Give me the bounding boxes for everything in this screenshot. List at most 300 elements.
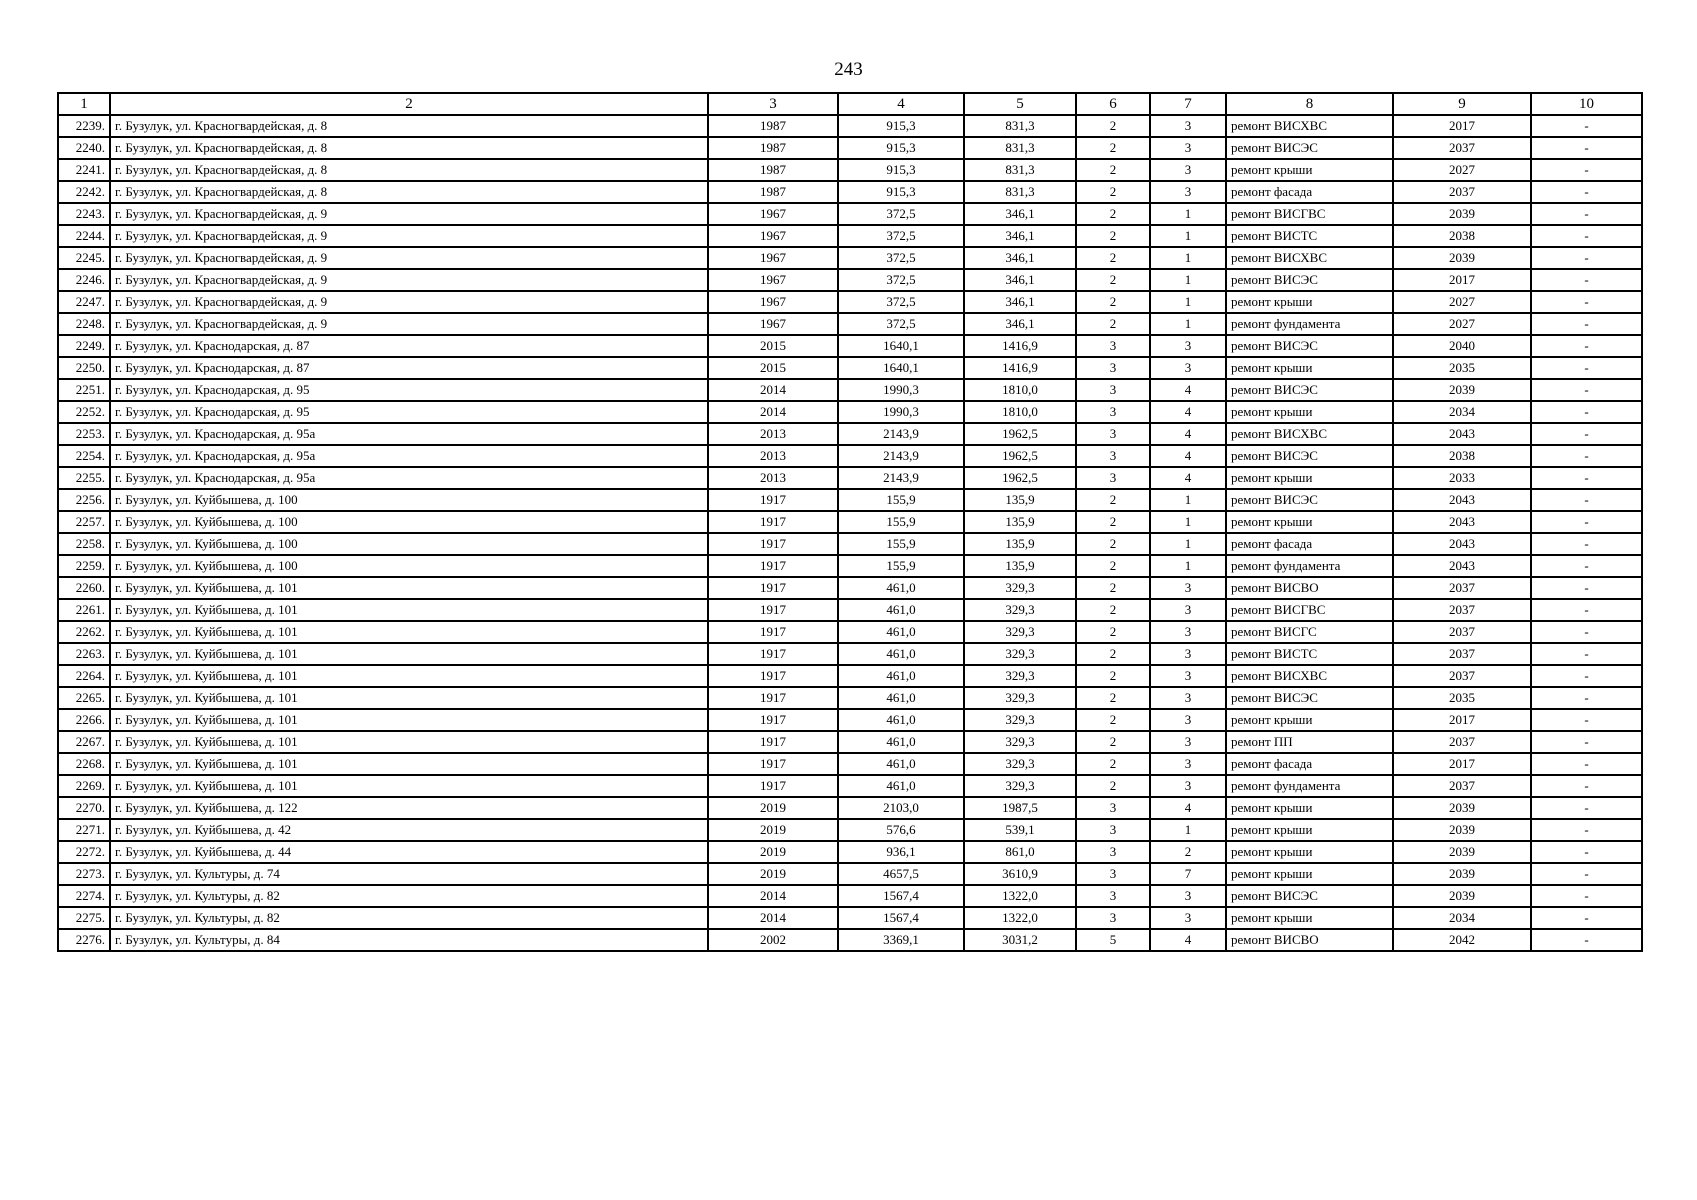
entrances-cell: 1 xyxy=(1150,247,1226,269)
entrances-cell: 1 xyxy=(1150,225,1226,247)
address-cell: г. Бузулук, ул. Краснодарская, д. 95 xyxy=(110,401,708,423)
column-header-5: 5 xyxy=(964,93,1076,115)
page-number: 243 xyxy=(834,59,863,80)
residential-area-cell: 1810,0 xyxy=(964,401,1076,423)
repair-year-cell: 2017 xyxy=(1393,115,1531,137)
note-cell: - xyxy=(1531,181,1642,203)
table-row xyxy=(58,445,1642,467)
repair-year-cell: 2039 xyxy=(1393,885,1531,907)
table-row xyxy=(58,357,1642,379)
repair-year-cell: 2038 xyxy=(1393,445,1531,467)
repair-work-type-cell: ремонт крыши xyxy=(1226,863,1393,885)
construction-year-cell: 1917 xyxy=(708,665,838,687)
repair-year-cell: 2043 xyxy=(1393,555,1531,577)
floors-cell: 2 xyxy=(1076,555,1150,577)
total-area-cell: 915,3 xyxy=(838,159,964,181)
address-cell: г. Бузулук, ул. Куйбышева, д. 100 xyxy=(110,489,708,511)
repair-work-type-cell: ремонт крыши xyxy=(1226,159,1393,181)
address-cell: г. Бузулук, ул. Куйбышева, д. 101 xyxy=(110,775,708,797)
table-row xyxy=(58,335,1642,357)
repair-work-type-cell: ремонт крыши xyxy=(1226,401,1393,423)
total-area-cell: 2143,9 xyxy=(838,467,964,489)
repair-work-type-cell: ремонт ВИСХВС xyxy=(1226,665,1393,687)
address-cell: г. Бузулук, ул. Куйбышева, д. 100 xyxy=(110,555,708,577)
table-row xyxy=(58,709,1642,731)
column-header-7: 7 xyxy=(1150,93,1226,115)
repair-year-cell: 2037 xyxy=(1393,599,1531,621)
construction-year-cell: 1967 xyxy=(708,247,838,269)
construction-year-cell: 2014 xyxy=(708,401,838,423)
residential-area-cell: 1962,5 xyxy=(964,445,1076,467)
total-area-cell: 372,5 xyxy=(838,269,964,291)
note-cell: - xyxy=(1531,863,1642,885)
total-area-cell: 461,0 xyxy=(838,577,964,599)
note-cell: - xyxy=(1531,731,1642,753)
floors-cell: 2 xyxy=(1076,577,1150,599)
row-number-cell: 2247. xyxy=(58,291,110,313)
floors-cell: 3 xyxy=(1076,445,1150,467)
floors-cell: 2 xyxy=(1076,687,1150,709)
floors-cell: 3 xyxy=(1076,841,1150,863)
address-cell: г. Бузулук, ул. Куйбышева, д. 101 xyxy=(110,753,708,775)
entrances-cell: 3 xyxy=(1150,687,1226,709)
table-row xyxy=(58,269,1642,291)
repair-work-type-cell: ремонт ВИСХВС xyxy=(1226,247,1393,269)
floors-cell: 2 xyxy=(1076,115,1150,137)
residential-area-cell: 329,3 xyxy=(964,599,1076,621)
total-area-cell: 461,0 xyxy=(838,709,964,731)
row-number-cell: 2253. xyxy=(58,423,110,445)
residential-area-cell: 346,1 xyxy=(964,291,1076,313)
repair-work-type-cell: ремонт ВИСГВС xyxy=(1226,203,1393,225)
floors-cell: 3 xyxy=(1076,863,1150,885)
table-row xyxy=(58,863,1642,885)
address-cell: г. Бузулук, ул. Куйбышева, д. 101 xyxy=(110,731,708,753)
construction-year-cell: 1917 xyxy=(708,687,838,709)
construction-year-cell: 1917 xyxy=(708,599,838,621)
entrances-cell: 1 xyxy=(1150,555,1226,577)
construction-year-cell: 2019 xyxy=(708,819,838,841)
note-cell: - xyxy=(1531,687,1642,709)
residential-area-cell: 329,3 xyxy=(964,709,1076,731)
total-area-cell: 1990,3 xyxy=(838,401,964,423)
repair-year-cell: 2037 xyxy=(1393,775,1531,797)
construction-year-cell: 1917 xyxy=(708,753,838,775)
floors-cell: 2 xyxy=(1076,269,1150,291)
residential-area-cell: 329,3 xyxy=(964,731,1076,753)
repair-work-type-cell: ремонт крыши xyxy=(1226,357,1393,379)
entrances-cell: 3 xyxy=(1150,577,1226,599)
entrances-cell: 3 xyxy=(1150,137,1226,159)
floors-cell: 3 xyxy=(1076,335,1150,357)
column-header-10: 10 xyxy=(1531,93,1642,115)
column-header-9: 9 xyxy=(1393,93,1531,115)
repair-year-cell: 2039 xyxy=(1393,841,1531,863)
table-row xyxy=(58,511,1642,533)
table-row xyxy=(58,621,1642,643)
table-row xyxy=(58,247,1642,269)
address-cell: г. Бузулук, ул. Куйбышева, д. 101 xyxy=(110,643,708,665)
floors-cell: 2 xyxy=(1076,599,1150,621)
repair-work-type-cell: ремонт ВИСХВС xyxy=(1226,115,1393,137)
repair-work-type-cell: ремонт ПП xyxy=(1226,731,1393,753)
table-row xyxy=(58,731,1642,753)
construction-year-cell: 2015 xyxy=(708,335,838,357)
address-cell: г. Бузулук, ул. Красногвардейская, д. 8 xyxy=(110,159,708,181)
repair-year-cell: 2039 xyxy=(1393,203,1531,225)
repair-work-type-cell: ремонт ВИСГВС xyxy=(1226,599,1393,621)
residential-area-cell: 1322,0 xyxy=(964,907,1076,929)
floors-cell: 2 xyxy=(1076,753,1150,775)
floors-cell: 2 xyxy=(1076,159,1150,181)
residential-area-cell: 1962,5 xyxy=(964,423,1076,445)
address-cell: г. Бузулук, ул. Куйбышева, д. 42 xyxy=(110,819,708,841)
table-row xyxy=(58,555,1642,577)
address-cell: г. Бузулук, ул. Краснодарская, д. 95а xyxy=(110,445,708,467)
row-number-cell: 2261. xyxy=(58,599,110,621)
address-cell: г. Бузулук, ул. Краснодарская, д. 95а xyxy=(110,423,708,445)
row-number-cell: 2241. xyxy=(58,159,110,181)
total-area-cell: 372,5 xyxy=(838,247,964,269)
note-cell: - xyxy=(1531,599,1642,621)
entrances-cell: 3 xyxy=(1150,665,1226,687)
note-cell: - xyxy=(1531,335,1642,357)
construction-year-cell: 2002 xyxy=(708,929,838,951)
repair-year-cell: 2043 xyxy=(1393,423,1531,445)
repair-work-type-cell: ремонт фасада xyxy=(1226,753,1393,775)
table-row xyxy=(58,753,1642,775)
row-number-cell: 2270. xyxy=(58,797,110,819)
entrances-cell: 3 xyxy=(1150,753,1226,775)
construction-year-cell: 1967 xyxy=(708,313,838,335)
floors-cell: 3 xyxy=(1076,401,1150,423)
repair-work-type-cell: ремонт крыши xyxy=(1226,797,1393,819)
table-row xyxy=(58,885,1642,907)
construction-year-cell: 1917 xyxy=(708,489,838,511)
repair-year-cell: 2037 xyxy=(1393,665,1531,687)
table-row xyxy=(58,775,1642,797)
row-number-cell: 2251. xyxy=(58,379,110,401)
residential-area-cell: 539,1 xyxy=(964,819,1076,841)
repair-year-cell: 2037 xyxy=(1393,181,1531,203)
repair-year-cell: 2039 xyxy=(1393,819,1531,841)
address-cell: г. Бузулук, ул. Культуры, д. 82 xyxy=(110,907,708,929)
construction-year-cell: 2013 xyxy=(708,467,838,489)
table-row xyxy=(58,907,1642,929)
entrances-cell: 3 xyxy=(1150,731,1226,753)
construction-year-cell: 2015 xyxy=(708,357,838,379)
residential-area-cell: 831,3 xyxy=(964,115,1076,137)
entrances-cell: 1 xyxy=(1150,291,1226,313)
total-area-cell: 372,5 xyxy=(838,313,964,335)
entrances-cell: 2 xyxy=(1150,841,1226,863)
repair-work-type-cell: ремонт фундамента xyxy=(1226,313,1393,335)
repair-year-cell: 2033 xyxy=(1393,467,1531,489)
note-cell: - xyxy=(1531,401,1642,423)
note-cell: - xyxy=(1531,929,1642,951)
residential-area-cell: 3031,2 xyxy=(964,929,1076,951)
total-area-cell: 1567,4 xyxy=(838,885,964,907)
row-number-cell: 2245. xyxy=(58,247,110,269)
note-cell: - xyxy=(1531,753,1642,775)
row-number-cell: 2259. xyxy=(58,555,110,577)
total-area-cell: 155,9 xyxy=(838,533,964,555)
row-number-cell: 2243. xyxy=(58,203,110,225)
address-cell: г. Бузулук, ул. Культуры, д. 82 xyxy=(110,885,708,907)
address-cell: г. Бузулук, ул. Красногвардейская, д. 9 xyxy=(110,313,708,335)
floors-cell: 3 xyxy=(1076,885,1150,907)
row-number-cell: 2268. xyxy=(58,753,110,775)
repair-work-type-cell: ремонт ВИСВО xyxy=(1226,577,1393,599)
address-cell: г. Бузулук, ул. Красногвардейская, д. 8 xyxy=(110,137,708,159)
entrances-cell: 4 xyxy=(1150,445,1226,467)
row-number-cell: 2265. xyxy=(58,687,110,709)
entrances-cell: 4 xyxy=(1150,797,1226,819)
residential-area-cell: 861,0 xyxy=(964,841,1076,863)
table-body xyxy=(58,115,1642,951)
column-header-4: 4 xyxy=(838,93,964,115)
repair-year-cell: 2039 xyxy=(1393,379,1531,401)
column-header-1: 1 xyxy=(58,93,110,115)
table-row xyxy=(58,379,1642,401)
construction-year-cell: 1917 xyxy=(708,577,838,599)
repair-work-type-cell: ремонт фасада xyxy=(1226,533,1393,555)
capital-repair-table xyxy=(57,92,1643,952)
table-row xyxy=(58,313,1642,335)
address-cell: г. Бузулук, ул. Красногвардейская, д. 9 xyxy=(110,269,708,291)
row-number-cell: 2272. xyxy=(58,841,110,863)
note-cell: - xyxy=(1531,379,1642,401)
address-cell: г. Бузулук, ул. Краснодарская, д. 87 xyxy=(110,357,708,379)
row-number-cell: 2249. xyxy=(58,335,110,357)
table-row xyxy=(58,137,1642,159)
row-number-cell: 2242. xyxy=(58,181,110,203)
table-row xyxy=(58,467,1642,489)
entrances-cell: 1 xyxy=(1150,203,1226,225)
total-area-cell: 461,0 xyxy=(838,599,964,621)
residential-area-cell: 329,3 xyxy=(964,577,1076,599)
note-cell: - xyxy=(1531,511,1642,533)
table-row xyxy=(58,489,1642,511)
residential-area-cell: 346,1 xyxy=(964,225,1076,247)
note-cell: - xyxy=(1531,269,1642,291)
table-row xyxy=(58,533,1642,555)
residential-area-cell: 1962,5 xyxy=(964,467,1076,489)
construction-year-cell: 1967 xyxy=(708,291,838,313)
total-area-cell: 915,3 xyxy=(838,181,964,203)
repair-work-type-cell: ремонт крыши xyxy=(1226,511,1393,533)
row-number-cell: 2275. xyxy=(58,907,110,929)
note-cell: - xyxy=(1531,819,1642,841)
entrances-cell: 4 xyxy=(1150,401,1226,423)
total-area-cell: 461,0 xyxy=(838,753,964,775)
note-cell: - xyxy=(1531,797,1642,819)
column-header-row xyxy=(58,93,1642,115)
floors-cell: 3 xyxy=(1076,357,1150,379)
table-row xyxy=(58,225,1642,247)
residential-area-cell: 1987,5 xyxy=(964,797,1076,819)
residential-area-cell: 346,1 xyxy=(964,313,1076,335)
repair-work-type-cell: ремонт ВИСЭС xyxy=(1226,489,1393,511)
construction-year-cell: 2019 xyxy=(708,841,838,863)
construction-year-cell: 1987 xyxy=(708,115,838,137)
residential-area-cell: 346,1 xyxy=(964,203,1076,225)
entrances-cell: 1 xyxy=(1150,819,1226,841)
table-row xyxy=(58,577,1642,599)
table-row xyxy=(58,291,1642,313)
repair-work-type-cell: ремонт крыши xyxy=(1226,467,1393,489)
entrances-cell: 3 xyxy=(1150,907,1226,929)
repair-year-cell: 2043 xyxy=(1393,533,1531,555)
construction-year-cell: 1987 xyxy=(708,137,838,159)
total-area-cell: 2143,9 xyxy=(838,445,964,467)
entrances-cell: 1 xyxy=(1150,511,1226,533)
address-cell: г. Бузулук, ул. Краснодарская, д. 95 xyxy=(110,379,708,401)
repair-work-type-cell: ремонт ВИСТС xyxy=(1226,225,1393,247)
construction-year-cell: 2014 xyxy=(708,907,838,929)
total-area-cell: 1990,3 xyxy=(838,379,964,401)
entrances-cell: 4 xyxy=(1150,929,1226,951)
table-row xyxy=(58,665,1642,687)
repair-work-type-cell: ремонт ВИСХВС xyxy=(1226,423,1393,445)
total-area-cell: 936,1 xyxy=(838,841,964,863)
repair-year-cell: 2034 xyxy=(1393,907,1531,929)
repair-work-type-cell: ремонт крыши xyxy=(1226,709,1393,731)
entrances-cell: 3 xyxy=(1150,643,1226,665)
floors-cell: 2 xyxy=(1076,511,1150,533)
construction-year-cell: 1987 xyxy=(708,159,838,181)
table-row xyxy=(58,599,1642,621)
residential-area-cell: 135,9 xyxy=(964,555,1076,577)
table-row xyxy=(58,181,1642,203)
floors-cell: 2 xyxy=(1076,533,1150,555)
residential-area-cell: 329,3 xyxy=(964,621,1076,643)
repair-work-type-cell: ремонт крыши xyxy=(1226,841,1393,863)
construction-year-cell: 1987 xyxy=(708,181,838,203)
floors-cell: 2 xyxy=(1076,181,1150,203)
entrances-cell: 3 xyxy=(1150,181,1226,203)
table-row xyxy=(58,797,1642,819)
repair-year-cell: 2017 xyxy=(1393,753,1531,775)
floors-cell: 2 xyxy=(1076,731,1150,753)
total-area-cell: 372,5 xyxy=(838,203,964,225)
table-row xyxy=(58,115,1642,137)
residential-area-cell: 1810,0 xyxy=(964,379,1076,401)
floors-cell: 5 xyxy=(1076,929,1150,951)
address-cell: г. Бузулук, ул. Красногвардейская, д. 9 xyxy=(110,203,708,225)
construction-year-cell: 2013 xyxy=(708,445,838,467)
floors-cell: 3 xyxy=(1076,797,1150,819)
entrances-cell: 3 xyxy=(1150,115,1226,137)
note-cell: - xyxy=(1531,841,1642,863)
note-cell: - xyxy=(1531,291,1642,313)
repair-work-type-cell: ремонт ВИСЭС xyxy=(1226,335,1393,357)
repair-work-type-cell: ремонт ВИСЭС xyxy=(1226,445,1393,467)
repair-work-type-cell: ремонт фундамента xyxy=(1226,775,1393,797)
residential-area-cell: 135,9 xyxy=(964,511,1076,533)
floors-cell: 2 xyxy=(1076,489,1150,511)
total-area-cell: 461,0 xyxy=(838,665,964,687)
note-cell: - xyxy=(1531,203,1642,225)
floors-cell: 2 xyxy=(1076,709,1150,731)
residential-area-cell: 3610,9 xyxy=(964,863,1076,885)
note-cell: - xyxy=(1531,885,1642,907)
note-cell: - xyxy=(1531,533,1642,555)
residential-area-cell: 346,1 xyxy=(964,269,1076,291)
construction-year-cell: 2014 xyxy=(708,379,838,401)
construction-year-cell: 1917 xyxy=(708,511,838,533)
address-cell: г. Бузулук, ул. Красногвардейская, д. 8 xyxy=(110,115,708,137)
repair-year-cell: 2037 xyxy=(1393,621,1531,643)
total-area-cell: 2143,9 xyxy=(838,423,964,445)
note-cell: - xyxy=(1531,621,1642,643)
construction-year-cell: 2013 xyxy=(708,423,838,445)
construction-year-cell: 1917 xyxy=(708,643,838,665)
floors-cell: 2 xyxy=(1076,775,1150,797)
floors-cell: 3 xyxy=(1076,467,1150,489)
entrances-cell: 3 xyxy=(1150,885,1226,907)
repair-year-cell: 2027 xyxy=(1393,313,1531,335)
repair-year-cell: 2043 xyxy=(1393,489,1531,511)
repair-year-cell: 2039 xyxy=(1393,247,1531,269)
repair-year-cell: 2037 xyxy=(1393,577,1531,599)
row-number-cell: 2271. xyxy=(58,819,110,841)
note-cell: - xyxy=(1531,357,1642,379)
row-number-cell: 2264. xyxy=(58,665,110,687)
total-area-cell: 915,3 xyxy=(838,137,964,159)
row-number-cell: 2258. xyxy=(58,533,110,555)
residential-area-cell: 329,3 xyxy=(964,665,1076,687)
repair-work-type-cell: ремонт ВИСЭС xyxy=(1226,379,1393,401)
floors-cell: 2 xyxy=(1076,203,1150,225)
residential-area-cell: 329,3 xyxy=(964,753,1076,775)
residential-area-cell: 346,1 xyxy=(964,247,1076,269)
repair-year-cell: 2034 xyxy=(1393,401,1531,423)
repair-work-type-cell: ремонт фасада xyxy=(1226,181,1393,203)
address-cell: г. Бузулук, ул. Куйбышева, д. 100 xyxy=(110,511,708,533)
total-area-cell: 461,0 xyxy=(838,731,964,753)
address-cell: г. Бузулук, ул. Куйбышева, д. 101 xyxy=(110,577,708,599)
residential-area-cell: 329,3 xyxy=(964,775,1076,797)
repair-year-cell: 2017 xyxy=(1393,269,1531,291)
residential-area-cell: 831,3 xyxy=(964,159,1076,181)
floors-cell: 2 xyxy=(1076,137,1150,159)
entrances-cell: 3 xyxy=(1150,599,1226,621)
entrances-cell: 3 xyxy=(1150,159,1226,181)
address-cell: г. Бузулук, ул. Куйбышева, д. 44 xyxy=(110,841,708,863)
row-number-cell: 2266. xyxy=(58,709,110,731)
repair-work-type-cell: ремонт крыши xyxy=(1226,819,1393,841)
entrances-cell: 1 xyxy=(1150,533,1226,555)
address-cell: г. Бузулук, ул. Краснодарская, д. 87 xyxy=(110,335,708,357)
floors-cell: 2 xyxy=(1076,665,1150,687)
row-number-cell: 2269. xyxy=(58,775,110,797)
row-number-cell: 2276. xyxy=(58,929,110,951)
repair-year-cell: 2037 xyxy=(1393,137,1531,159)
floors-cell: 3 xyxy=(1076,907,1150,929)
note-cell: - xyxy=(1531,445,1642,467)
repair-year-cell: 2039 xyxy=(1393,863,1531,885)
floors-cell: 2 xyxy=(1076,643,1150,665)
entrances-cell: 3 xyxy=(1150,775,1226,797)
total-area-cell: 3369,1 xyxy=(838,929,964,951)
table-row xyxy=(58,203,1642,225)
row-number-cell: 2250. xyxy=(58,357,110,379)
repair-work-type-cell: ремонт ВИСГС xyxy=(1226,621,1393,643)
note-cell: - xyxy=(1531,709,1642,731)
repair-year-cell: 2038 xyxy=(1393,225,1531,247)
address-cell: г. Бузулук, ул. Красногвардейская, д. 8 xyxy=(110,181,708,203)
